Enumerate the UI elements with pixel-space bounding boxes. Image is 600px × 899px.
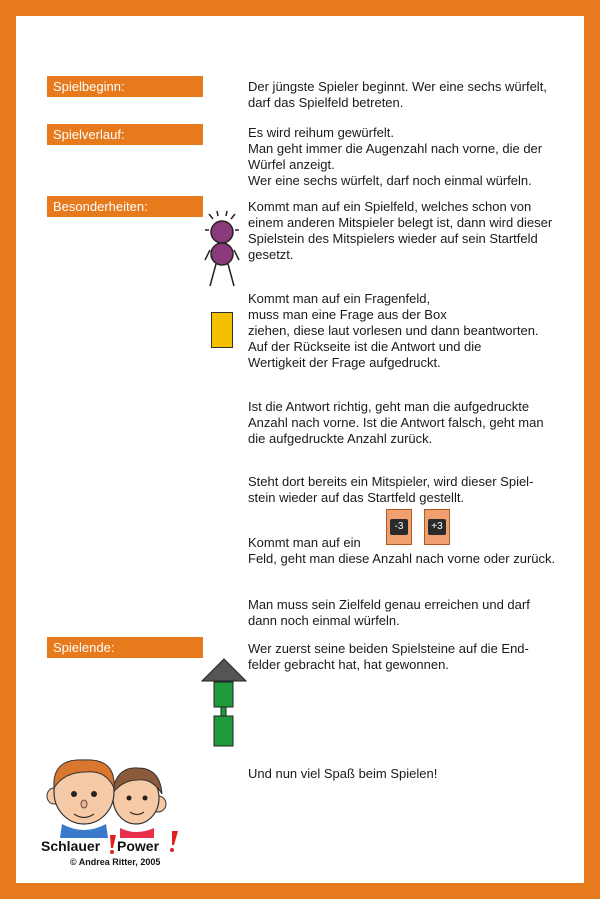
section-label-spielende: Spielende: [47, 637, 203, 658]
spielbeginn-text: Der jüngste Spieler beginnt. Wer eine sechs würfelt, darf das Spielfeld betreten. [248, 79, 547, 110]
besonderheiten-text-3: Ist die Antwort richtig, geht man die aufgedruckte Anzahl nach vorne. Ist die Antwort falsch, geht man die aufgedruckte Anzahl zurück. [248, 399, 544, 446]
exclaim-red-icon-2 [167, 830, 179, 854]
section-label-spielverlauf: Spielverlauf: [47, 124, 203, 145]
besonderheiten-text-5b: Feld, geht man diese Anzahl nach vorne oder zurück. [248, 551, 556, 566]
spielverlauf-text: Es wird reihum gewürfelt. Man geht immer die Augenzahl nach vorne, die der Würfel anzeigt. Wer eine sechs würfelt, darf noch einmal würfeln. [248, 125, 543, 188]
closing-text: Und nun viel Spaß beim Spielen! [248, 766, 438, 781]
kids-mascot-icon [46, 758, 176, 838]
minus-three-card-label: -3 [390, 519, 408, 535]
minus-three-card-icon [386, 509, 412, 545]
besonderheiten-text-2: Kommt man auf ein Fragenfeld, muss man eine Frage aus der Box ziehen, diese laut vorlesen und dann beantworten. Auf der Rückseite ist die Antwort und die Wertigkeit der Frage aufgedruckt. [248, 291, 539, 370]
logo-copyright: © Andrea Ritter, 2005 [70, 857, 161, 867]
plus-three-card-label: +3 [428, 519, 446, 535]
logo-word-power: Power [117, 838, 160, 854]
besonderheiten-text-6: Man muss sein Zielfeld genau erreichen und darf dann noch einmal würfeln. [248, 597, 530, 628]
besonderheiten-text-1: Kommt man auf ein Spielfeld, welches schon von einem anderen Mitspieler belegt ist, dann wird dieser Spielstein des Mitspielers wieder auf sein Startfeld gesetzt. [248, 199, 553, 262]
game-piece-icon [204, 210, 240, 290]
section-label-besonderheiten: Besonderheiten: [47, 196, 203, 217]
spielende-text: Wer zuerst seine beiden Spielsteine auf die End- felder gebracht hat, hat gewonnen. [248, 641, 529, 672]
besonderheiten-text-4: Steht dort bereits ein Mitspieler, wird dieser Spiel- stein wieder auf das Startfeld gestellt. [248, 474, 534, 505]
logo-word-schlauer: Schlauer [41, 838, 101, 854]
section-label-spielbeginn: Spielbeginn: [47, 76, 203, 97]
plus-three-card-icon [424, 509, 450, 545]
exclaim-red-icon [107, 834, 117, 856]
besonderheiten-text-5a: Kommt man auf ein [248, 535, 361, 550]
question-card-icon [211, 312, 233, 348]
finish-arrow-icon [200, 657, 248, 749]
